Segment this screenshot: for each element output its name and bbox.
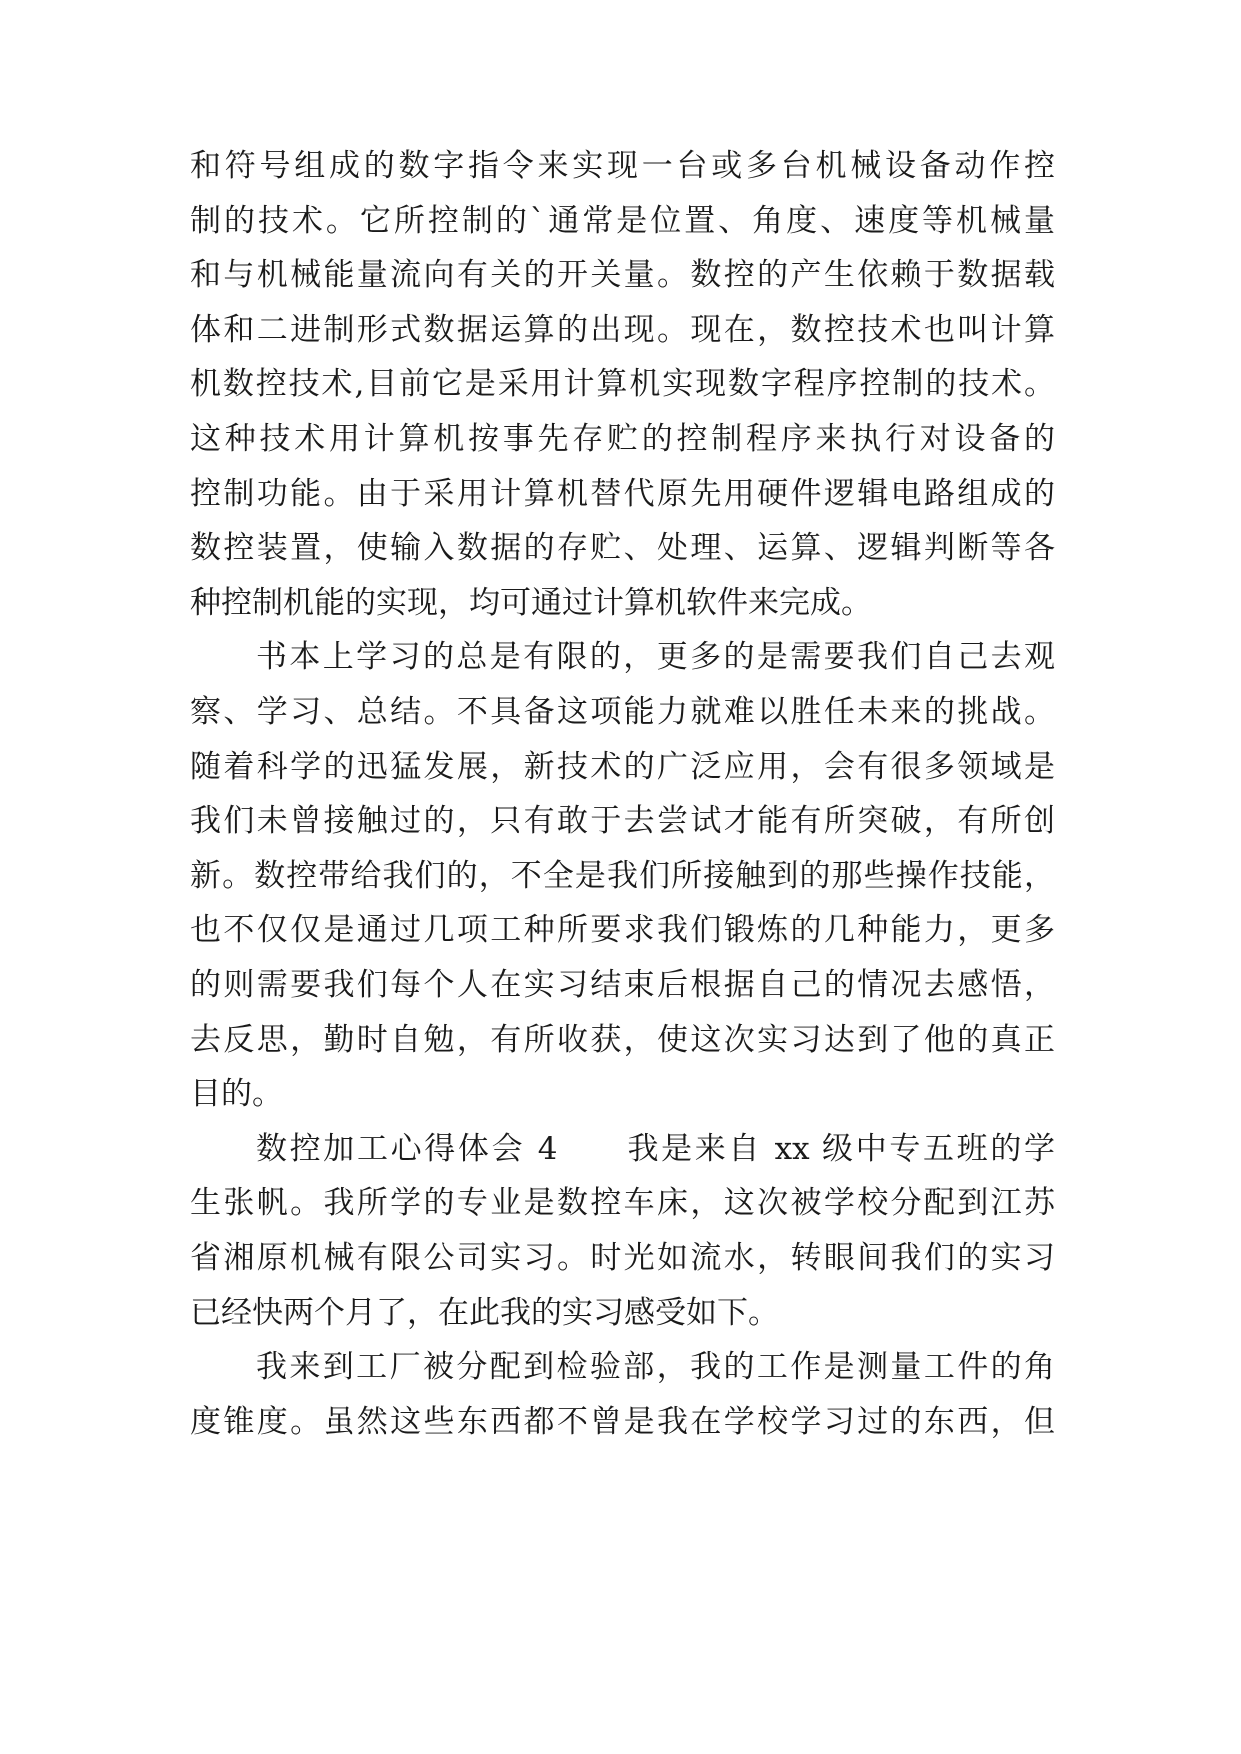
text-line: 已经快两个月了，在此我的实习感受如下。 — [190, 1295, 779, 1331]
text-line: 和符号组成的数字指令来实现一台或多台机械设备动作控 — [190, 148, 1055, 184]
text-line: 察、学习、总结。不具备这项能力就难以胜任未来的挑战。 — [190, 694, 1055, 730]
text-line: 省湘原机械有限公司实习。时光如流水，转眼间我们的实习 — [190, 1240, 1055, 1276]
text-line: 这种技术用计算机按事先存贮的控制程序来执行对设备的 — [190, 421, 1055, 457]
text-line: 种控制机能的实现，均可通过计算机软件来完成。 — [190, 585, 872, 621]
text-line: 和与机械能量流向有关的开关量。数控的产生依赖于数据载 — [190, 257, 1055, 293]
text-line: 体和二进制形式数据运算的出现。现在，数控技术也叫计算 — [190, 312, 1055, 348]
text-line: 我们未曾接触过的，只有敢于去尝试才能有所突破，有所创 — [190, 803, 1055, 839]
text-line: 机数控技术,目前它是采用计算机实现数字程序控制的技术。 — [190, 366, 1055, 402]
text-line: 数控装置，使输入数据的存贮、处理、运算、逻辑判断等各 — [190, 530, 1055, 566]
text-line: 也不仅仅是通过几项工种所要求我们锻炼的几种能力，更多 — [190, 912, 1055, 948]
text-line: 目的。 — [190, 1076, 283, 1112]
text-line: 书本上学习的总是有限的，更多的是需要我们自己去观 — [256, 639, 1055, 675]
text-line: 的则需要我们每个人在实习结束后根据自己的情况去感悟， — [190, 967, 1055, 1003]
text-line: 随着科学的迅猛发展，新技术的广泛应用，会有很多领域是 — [190, 749, 1055, 785]
text-line: 新。数控带给我们的，不全是我们所接触到的那些操作技能， — [190, 858, 1055, 894]
text-line: 去反思，勤时自勉，有所收获，使这次实习达到了他的真正 — [190, 1022, 1055, 1058]
text-line: 生张帆。我所学的专业是数控车床，这次被学校分配到江苏 — [190, 1185, 1055, 1221]
text-line: 我来到工厂被分配到检验部，我的工作是测量工件的角 — [256, 1349, 1055, 1385]
text-line: 度锥度。虽然这些东西都不曾是我在学校学习过的东西，但 — [190, 1404, 1055, 1440]
text-line: 控制功能。由于采用计算机替代原先用硬件逻辑电路组成的 — [190, 476, 1055, 512]
text-line: 数控加工心得体会 4 我是来自 xx 级中专五班的学 — [256, 1131, 1055, 1167]
text-line: 制的技术。它所控制的`通常是位置、角度、速度等机械量 — [190, 203, 1055, 239]
